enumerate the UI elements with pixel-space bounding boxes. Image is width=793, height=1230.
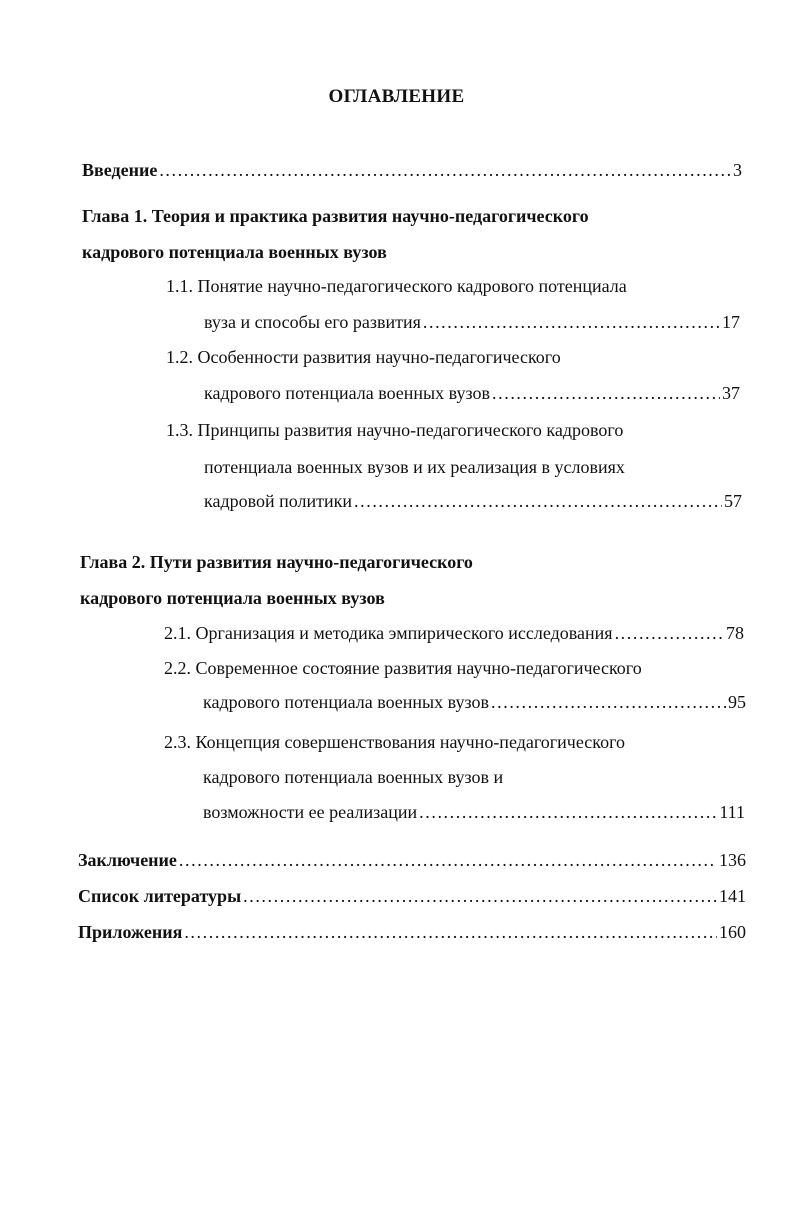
section-2-2-title: 2.2. Современное состояние развития научно-педагогического	[164, 658, 642, 678]
toc-page-number: 37	[722, 383, 740, 403]
toc-page-number: 3	[733, 160, 742, 180]
leader-dots	[492, 381, 720, 405]
leader-dots	[354, 489, 722, 513]
leader-dots	[243, 884, 717, 908]
toc-label: Введение	[82, 160, 158, 180]
toc-page-number: 95	[728, 692, 746, 712]
toc-page-number: 141	[719, 886, 746, 906]
section-1-3-title-cont: потенциала военных вузов и их реализация в условиях	[204, 457, 625, 477]
toc-entry-2-1[interactable]	[164, 621, 744, 645]
chapter-1-heading-cont: кадрового потенциала военных вузов	[82, 242, 387, 262]
chapter-2-heading-cont: кадрового потенциала военных вузов	[80, 588, 385, 608]
toc-entry-1-1[interactable]	[204, 310, 740, 334]
toc-label: кадровой политики	[204, 491, 353, 511]
section-2-3-title-cont: кадрового потенциала военных вузов и	[203, 767, 504, 787]
toc-entry-1-3[interactable]	[204, 489, 742, 513]
leader-dots	[159, 158, 731, 182]
toc-page-number: 136	[719, 850, 746, 870]
leader-dots	[491, 690, 726, 714]
toc-label: Приложения	[78, 922, 183, 942]
chapter-1-heading: Глава 1. Теория и практика развития научно-педагогического	[82, 206, 589, 226]
toc-page-number: 57	[724, 491, 742, 511]
leader-dots	[184, 920, 717, 944]
leader-dots	[615, 621, 724, 645]
section-2-3-title: 2.3. Концепция совершенствования научно-педагогического	[164, 732, 626, 752]
toc-entry-1-2[interactable]	[204, 381, 740, 405]
section-1-3-title: 1.3. Принципы развития научно-педагогического кадрового	[166, 420, 624, 440]
toc-label: 2.1. Организация и методика эмпирического исследования	[164, 623, 613, 643]
toc-label: возможности ее реализации	[203, 802, 418, 822]
section-1-2-title: 1.2. Особенности развития научно-педагогического	[166, 347, 561, 367]
toc-page-number: 160	[719, 922, 746, 942]
toc-label: вуза и способы его развития	[204, 312, 421, 332]
section-1-1-title: 1.1. Понятие научно-педагогического кадрового потенциала	[166, 276, 627, 296]
toc-entry-intro[interactable]	[82, 158, 742, 182]
leader-dots	[179, 848, 717, 872]
leader-dots	[423, 310, 720, 334]
toc-page-number: 111	[719, 802, 745, 822]
toc-page-number: 78	[726, 623, 744, 643]
toc-label: кадрового потенциала военных вузов	[204, 383, 491, 403]
toc-label: Список литературы	[78, 886, 242, 906]
toc-label: кадрового потенциала военных вузов	[203, 692, 490, 712]
page-title: ОГЛАВЛЕНИЕ	[328, 86, 465, 107]
toc-entry-references[interactable]	[78, 884, 746, 908]
toc-label: Заключение	[78, 850, 177, 870]
leader-dots	[419, 800, 717, 824]
toc-entry-2-2[interactable]	[203, 690, 746, 714]
toc-entry-2-3[interactable]	[203, 800, 745, 824]
chapter-2-heading: Глава 2. Пути развития научно-педагогического	[80, 552, 473, 572]
toc-entry-appendices[interactable]	[78, 920, 746, 944]
toc-entry-conclusion[interactable]	[78, 848, 746, 872]
toc-page-number: 17	[722, 312, 740, 332]
